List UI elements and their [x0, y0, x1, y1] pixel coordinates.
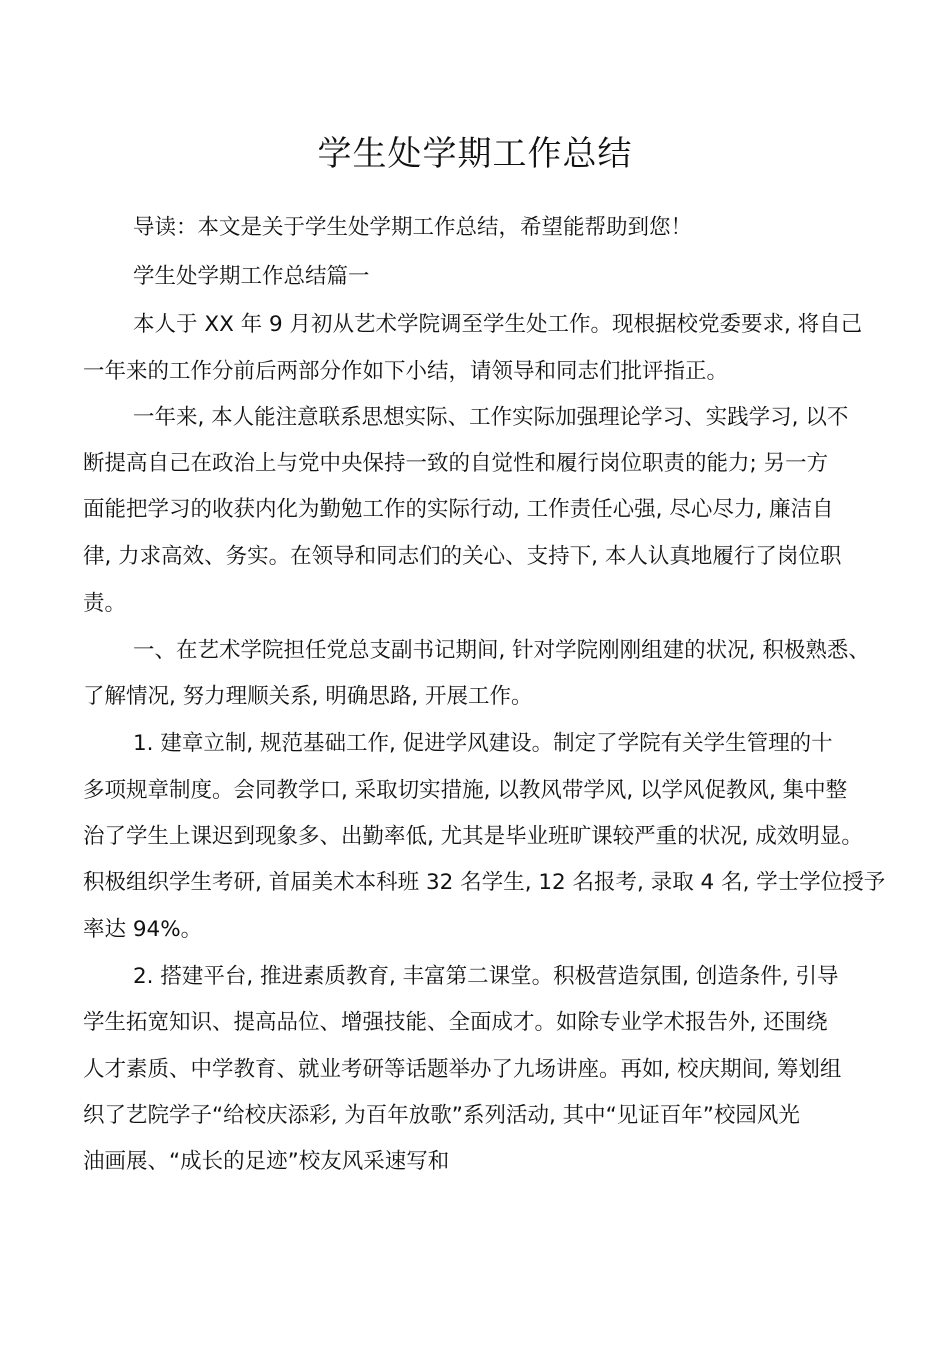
paragraph-line: 一年来, 本人能注意联系思想实际、工作实际加强理论学习、实践学习, 以不: [133, 405, 849, 430]
section-heading: 学生处学期工作总结篇一: [133, 264, 370, 289]
paragraph-line: 责。: [83, 591, 127, 616]
paragraph-line: 治了学生上课迟到现象多、出勤率低, 尤其是毕业班旷课较严重的状况, 成效明显。: [83, 824, 863, 849]
paragraph-line: 面能把学习的收获内化为勤勉工作的实际行动, 工作责任心强, 尽心尽力, 廉洁自: [83, 497, 834, 522]
paragraph-line: 织了艺院学子“给校庆添彩, 为百年放歌”系列活动, 其中“见证百年”校园风光: [83, 1103, 800, 1128]
numbered-item-line: 2. 搭建平台, 推进素质教育, 丰富第二课堂。积极营造氛围, 创造条件, 引导: [133, 964, 839, 989]
numbered-item-line: 1. 建章立制, 规范基础工作, 促进学风建设。制定了学院有关学生管理的十: [133, 731, 833, 756]
paragraph-line: 积极组织学生考研, 首届美术本科班 32 名学生, 12 名报考, 录取 4 名, 学士学位授予: [83, 870, 886, 895]
intro-line: 导读：本文是关于学生处学期工作总结，希望能帮助到您！: [133, 215, 693, 240]
paragraph-line: 本人于 XX 年 9 月初从艺术学院调至学生处工作。现根据校党委要求, 将自己: [133, 312, 863, 337]
paragraph-line: 一、在艺术学院担任党总支副书记期间, 针对学院刚刚组建的状况, 积极熟悉、: [133, 638, 870, 663]
paragraph-line: 律, 力求高效、务实。在领导和同志们的关心、支持下, 本人认真地履行了岗位职: [83, 544, 842, 569]
paragraph-line: 率达 94%。: [83, 917, 203, 942]
paragraph-line: 断提高自己在政治上与党中央保持一致的自觉性和履行岗位职责的能力; 另一方: [83, 451, 829, 476]
paragraph-line: 了解情况, 努力理顺关系, 明确思路, 开展工作。: [83, 684, 533, 709]
paragraph-line: 油画展、“成长的足迹”校友风采速写和: [83, 1149, 450, 1174]
paragraph-line: 学生拓宽知识、提高品位、增强技能、全面成才。如除专业学术报告外, 还围绕: [83, 1010, 828, 1035]
paragraph-line: 多项规章制度。会同教学口, 采取切实措施, 以教风带学风, 以学风促教风, 集中整: [83, 778, 848, 803]
paragraph-line: 一年来的工作分前后两部分作如下小结，请领导和同志们批评指正。: [83, 359, 729, 384]
document-title: 学生处学期工作总结: [317, 134, 633, 174]
paragraph-line: 人才素质、中学教育、就业考研等话题举办了九场讲座。再如, 校庆期间, 筹划组: [83, 1057, 842, 1082]
